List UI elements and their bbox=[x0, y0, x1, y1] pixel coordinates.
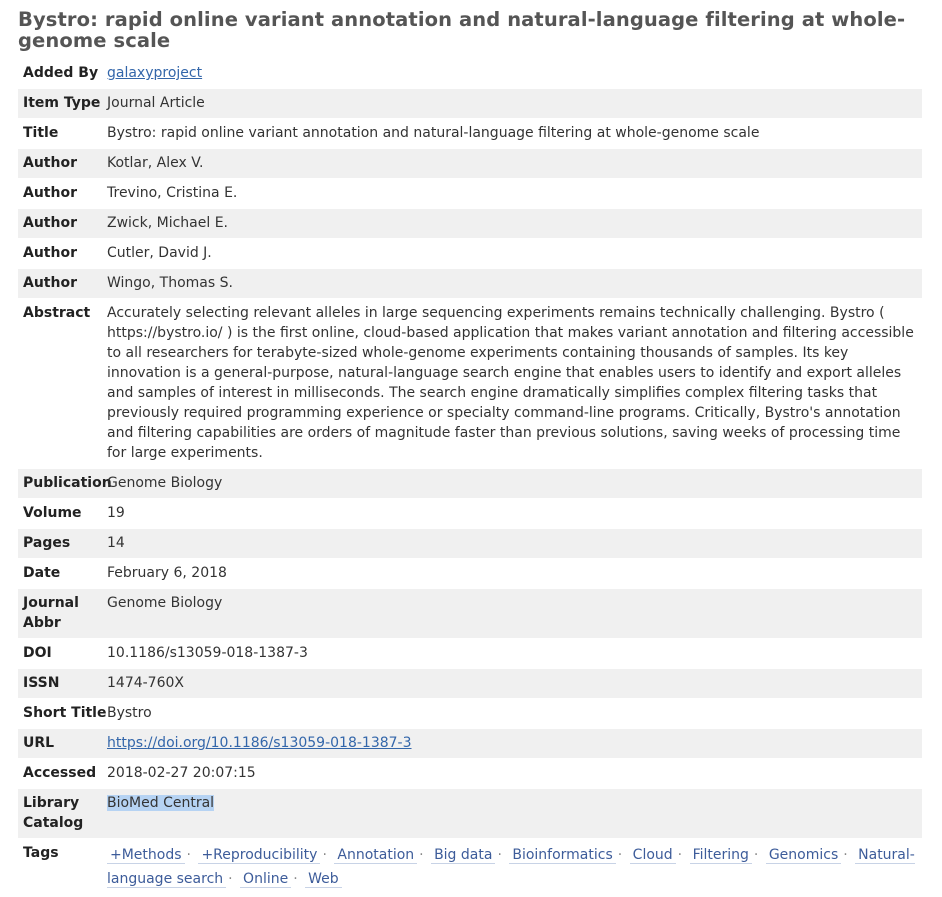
field-label: Volume bbox=[23, 505, 82, 521]
tag-separator: · bbox=[617, 847, 623, 863]
tag-link[interactable]: Genomics bbox=[766, 847, 841, 864]
tag-link[interactable]: Cloud bbox=[630, 847, 676, 864]
tag-link[interactable]: Filtering bbox=[690, 847, 752, 864]
field-label: Author bbox=[23, 215, 77, 231]
author-value: Zwick, Michael E. bbox=[107, 215, 229, 231]
row-issn bbox=[18, 669, 922, 699]
row-author bbox=[18, 179, 922, 209]
url-link[interactable]: https://doi.org/10.1186/s13059-018-1387-3 bbox=[107, 735, 412, 751]
row-publication bbox=[18, 469, 922, 499]
tag-separator: · bbox=[322, 847, 327, 863]
row-url bbox=[18, 729, 922, 759]
field-label: Short Title bbox=[23, 705, 107, 721]
date-value: February 6, 2018 bbox=[107, 565, 227, 581]
tag-link[interactable]: Big data bbox=[431, 847, 495, 864]
short-title-value: Bystro bbox=[107, 705, 152, 721]
issn-value: 1474-760X bbox=[107, 675, 184, 691]
title-value: Bystro: rapid online variant annotation and natural-language filtering at whole-genome scale bbox=[107, 125, 760, 141]
field-label: Item Type bbox=[23, 95, 101, 111]
added-by-link[interactable]: galaxyproject bbox=[107, 65, 203, 81]
tag-separator: · bbox=[753, 847, 759, 863]
field-label: Library Catalog bbox=[23, 795, 84, 831]
tag-link[interactable]: +Methods bbox=[107, 847, 185, 864]
tag-separator: · bbox=[228, 871, 233, 887]
row-accessed bbox=[18, 759, 922, 789]
row-abstract bbox=[18, 299, 922, 469]
row-volume bbox=[18, 499, 922, 529]
row-short-title bbox=[18, 699, 922, 729]
field-label: Date bbox=[23, 565, 61, 581]
item-metadata-table bbox=[18, 59, 922, 897]
field-label: Added By bbox=[23, 65, 99, 81]
tag-link[interactable]: Online bbox=[240, 871, 291, 888]
row-journal-abbr bbox=[18, 589, 922, 639]
row-author bbox=[18, 269, 922, 299]
tag-separator: · bbox=[293, 871, 298, 887]
field-label: Author bbox=[23, 185, 77, 201]
page-title: Bystro: rapid online variant annotation and natural-language filtering at whole-genome scale bbox=[18, 8, 906, 52]
tag-link[interactable]: Web bbox=[305, 871, 342, 888]
field-label: Journal Abbr bbox=[23, 595, 79, 631]
doi-value: 10.1186/s13059-018-1387-3 bbox=[107, 645, 308, 661]
tag-separator: · bbox=[497, 847, 502, 863]
tag-separator: · bbox=[677, 847, 683, 863]
field-label: Author bbox=[23, 155, 77, 171]
row-author bbox=[18, 209, 922, 239]
author-value: Kotlar, Alex V. bbox=[107, 155, 204, 171]
field-label: DOI bbox=[23, 645, 52, 661]
row-library-catalog bbox=[18, 789, 922, 839]
field-label: Pages bbox=[23, 535, 71, 551]
tag-separator: · bbox=[419, 847, 424, 863]
field-label: Publication bbox=[23, 475, 112, 491]
row-doi bbox=[18, 639, 922, 669]
row-tags bbox=[18, 839, 922, 897]
row-title bbox=[18, 119, 922, 149]
field-label: Abstract bbox=[23, 305, 91, 321]
field-label: Tags bbox=[23, 845, 59, 861]
author-value: Wingo, Thomas S. bbox=[107, 275, 233, 291]
abstract-value: Accurately selecting relevant alleles in large sequencing experiments remains technically challenging. Bystro ( https://bystro.io/ ) is the first online, cloud-based application that makes variant annotation and filtering accessible to all researchers for terabyte-sized whole-genome experiments containing thousands of samples. Its key innovation is a general-purpose, natural-language search engine that enables users to identify and export alleles and samples of interest in milliseconds. The search engine dramatically simplifies complex filtering tasks that previously required programming experience or specialty command-line programs. Critically, Bystro's annotation and filtering capabilities are orders of magnitude faster than previous solutions, saving weeks of processing time for large experiments. bbox=[107, 305, 914, 461]
field-label: Author bbox=[23, 275, 77, 291]
field-label: Author bbox=[23, 245, 77, 261]
tag-link[interactable]: Annotation bbox=[334, 847, 417, 864]
accessed-value: 2018-02-27 20:07:15 bbox=[107, 765, 256, 781]
volume-value: 19 bbox=[107, 505, 125, 521]
field-label: Title bbox=[23, 125, 59, 141]
publication-value: Genome Biology bbox=[107, 475, 223, 491]
tag-separator: · bbox=[186, 847, 191, 863]
field-label: ISSN bbox=[23, 675, 60, 691]
row-added-by bbox=[18, 59, 922, 89]
author-value: Trevino, Cristina E. bbox=[107, 185, 238, 201]
tag-separator: · bbox=[843, 847, 848, 863]
library-catalog-value: BioMed Central bbox=[107, 795, 215, 811]
author-value: Cutler, David J. bbox=[107, 245, 212, 261]
journal-abbr-value: Genome Biology bbox=[107, 595, 223, 611]
tag-link[interactable]: Bioinformatics bbox=[509, 847, 615, 864]
row-author bbox=[18, 149, 922, 179]
pages-value: 14 bbox=[107, 535, 125, 551]
item-type-value: Journal Article bbox=[107, 95, 205, 111]
row-author bbox=[18, 239, 922, 269]
tag-link[interactable]: Natural-language search bbox=[107, 847, 915, 887]
tag-list bbox=[107, 839, 922, 897]
field-label: Accessed bbox=[23, 765, 97, 781]
field-label: URL bbox=[23, 735, 55, 751]
row-pages bbox=[18, 529, 922, 559]
tag-link[interactable]: +Reproducibility bbox=[198, 847, 320, 864]
row-date bbox=[18, 559, 922, 589]
row-item-type bbox=[18, 89, 922, 119]
